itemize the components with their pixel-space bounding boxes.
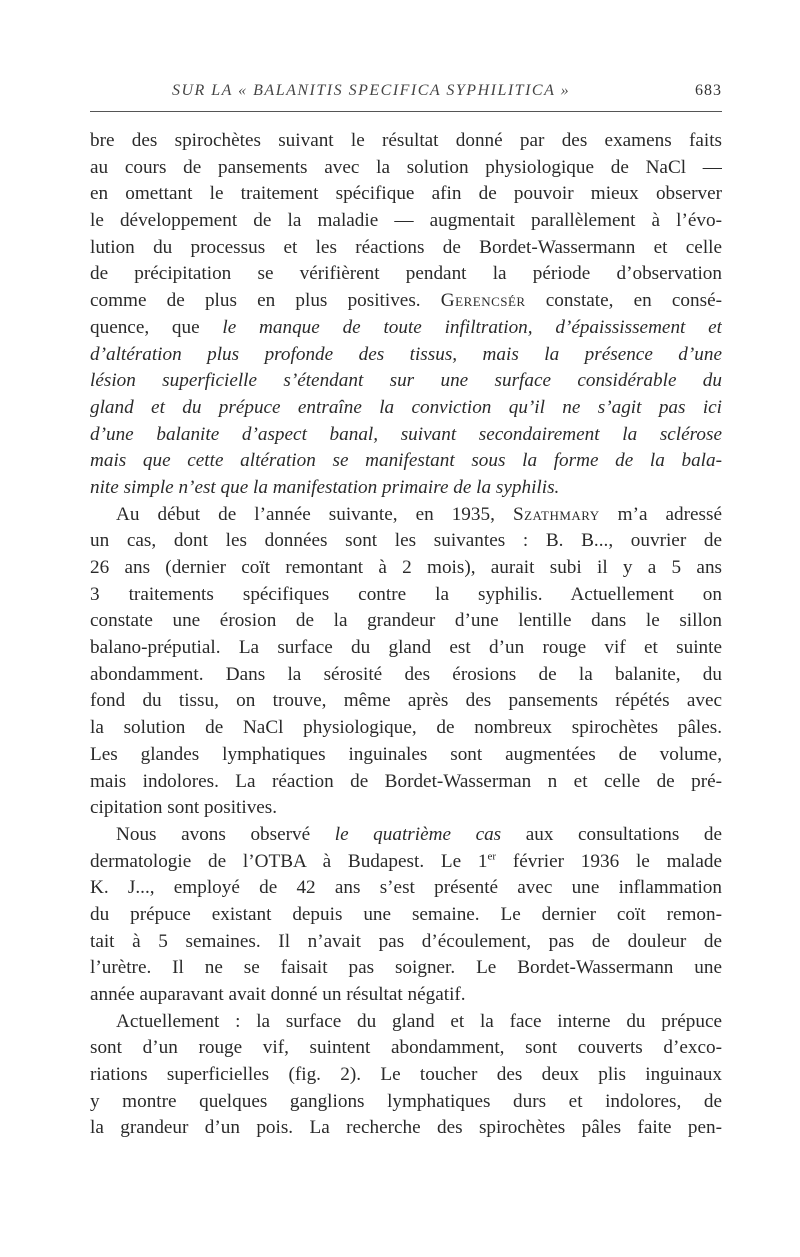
text-line [90, 368, 722, 395]
text-line [90, 1089, 722, 1116]
text-line [90, 235, 722, 262]
text-line [90, 849, 722, 876]
text-segment: fond du tissu, on trouve, même après des pansements répétés avec [90, 690, 722, 712]
text-line [90, 261, 722, 288]
text-line [90, 395, 722, 422]
text-line [90, 795, 722, 822]
text-segment: au cours de pansements avec la solution physiologique de NaCl — [90, 156, 722, 178]
text-segment: la grandeur d’un pois. La recherche des spirochètes pâles faite pen- [90, 1117, 722, 1139]
text-segment: abondamment. Dans la sérosité des érosions de la balanite, du [90, 663, 722, 685]
text-segment: un cas, dont les données sont les suivantes : B. B..., ouvrier de [90, 530, 722, 552]
text-line [90, 475, 722, 502]
text-segment: dermatologie de l’OTBA à Budapest. Le 1 [90, 850, 488, 872]
text-line [90, 742, 722, 769]
text-line [90, 155, 722, 182]
text-line [90, 342, 722, 369]
text-segment: lution du processus et les réactions de Bordet-Wassermann et celle [90, 236, 722, 258]
text-segment: balano-préputial. La surface du gland est d’un rouge vif et suinte [90, 637, 722, 659]
text-segment: comme de plus en plus positives. [90, 290, 441, 312]
text-segment: le quatrième cas [334, 823, 502, 845]
text-line [90, 955, 722, 982]
text-line [90, 929, 722, 956]
text-line [90, 208, 722, 235]
text-segment: constate une érosion de la grandeur d’une lentille dans le sillon [90, 610, 722, 632]
text-line [90, 1115, 722, 1142]
text-segment: 26 ans (dernier coït remontant à 2 mois), aurait subi il y a 5 ans [90, 557, 722, 578]
text-segment: Nous avons observé [116, 823, 335, 845]
text-segment: février 1936 le malade [496, 850, 722, 872]
text-line [90, 448, 722, 475]
text-line [90, 582, 722, 609]
text-line [90, 902, 722, 929]
text-segment: de précipitation se vérifièrent pendant la période d’observation [90, 263, 722, 285]
ordinal-superscript: er [487, 850, 497, 863]
text-line [90, 982, 722, 1009]
text-line [90, 128, 722, 155]
text-line [90, 608, 722, 635]
text-segment: constate, en consé- [525, 290, 722, 312]
text-segment: y montre quelques ganglions lymphatiques durs et indolores, de [90, 1090, 722, 1112]
text-line [90, 502, 722, 529]
text-line [90, 715, 722, 742]
text-segment: riations superficielles (fig. 2). Le toucher des deux plis inguinaux [90, 1064, 722, 1086]
text-line [90, 1035, 722, 1062]
text-segment: quence, que [90, 316, 223, 338]
text-segment: d’une balanite d’aspect banal, suivant secondairement la sclérose [90, 423, 722, 445]
text-segment: cipitation sont positives. [90, 797, 278, 819]
text-segment: gland et du prépuce entraîne la conviction qu’il ne s’agit pas ici [90, 396, 722, 418]
text-segment: lésion superficielle s’étendant sur une surface considérable du [90, 370, 722, 392]
text-segment: tait à 5 semaines. Il n’avait pas d’écoulement, pas de douleur de [90, 930, 722, 952]
text-line [90, 635, 722, 662]
text-segment: Au début de l’année suivante, en 1935, [116, 503, 513, 525]
text-segment: aux consultations de [501, 823, 722, 845]
text-segment: mais indolores. La réaction de Bordet-Wasserman n et celle de pré- [90, 770, 722, 792]
text-segment: bre des spirochètes suivant le résultat donné par des examens faits [90, 130, 722, 151]
text-segment: Actuellement : la surface du gland et la face interne du prépuce [116, 1010, 722, 1032]
text-line [90, 422, 722, 449]
text-segment: année auparavant avait donné un résultat négatif. [90, 984, 466, 1005]
text-segment: du prépuce existant depuis une semaine. Le dernier coït remon- [90, 903, 722, 925]
text-segment: m’a adressé [599, 503, 722, 525]
text-segment: K. J..., employé de 42 ans s’est présenté avec une inflammation [90, 877, 722, 899]
text-line [90, 662, 722, 689]
text-line [90, 1009, 722, 1036]
text-line [90, 822, 722, 849]
author-name: Szathmary [512, 503, 600, 525]
text-line [90, 1062, 722, 1089]
text-segment: en omettant le traitement spécifique afin de pouvoir mieux observer [90, 183, 722, 205]
text-line [90, 181, 722, 208]
text-segment: l’urètre. Il ne se faisait pas soigner. Le Bordet-Wassermann une [90, 957, 722, 979]
text-segment: la solution de NaCl physiologique, de nombreux spirochètes pâles. [90, 717, 722, 739]
text-segment: le manque de toute infiltration, d’épaississement et [222, 316, 722, 338]
text-line [90, 288, 722, 315]
text-segment: nite simple n’est que la manifestation primaire de la syphilis. [90, 476, 560, 498]
text-segment: sont d’un rouge vif, suintent abondamment, sont couverts d’exco- [90, 1037, 722, 1059]
text-segment: mais que cette altération se manifestant sous la forme de la bala- [90, 450, 722, 472]
text-segment: d’altération plus profonde des tissus, mais la présence d’une [90, 343, 722, 365]
text-segment: le développement de la maladie — augmentait parallèlement à l’évo- [90, 210, 722, 232]
running-header [90, 82, 722, 108]
text-segment: 3 traitements spécifiques contre la syphilis. Actuellement on [90, 583, 722, 605]
text-segment: Les glandes lymphatiques inguinales sont augmentées de volume, [90, 743, 722, 765]
text-line [90, 688, 722, 715]
text-line [90, 528, 722, 555]
text-line [90, 555, 722, 582]
header-rule [90, 111, 722, 112]
text-line [90, 315, 722, 342]
page-number: 683 [695, 82, 722, 99]
running-title: SUR LA « BALANITIS SPECIFICA SYPHILITICA » [171, 82, 571, 99]
text-line [90, 769, 722, 796]
body-text [90, 128, 722, 1142]
text-line [90, 875, 722, 902]
author-name: Gerencsér [440, 290, 526, 312]
